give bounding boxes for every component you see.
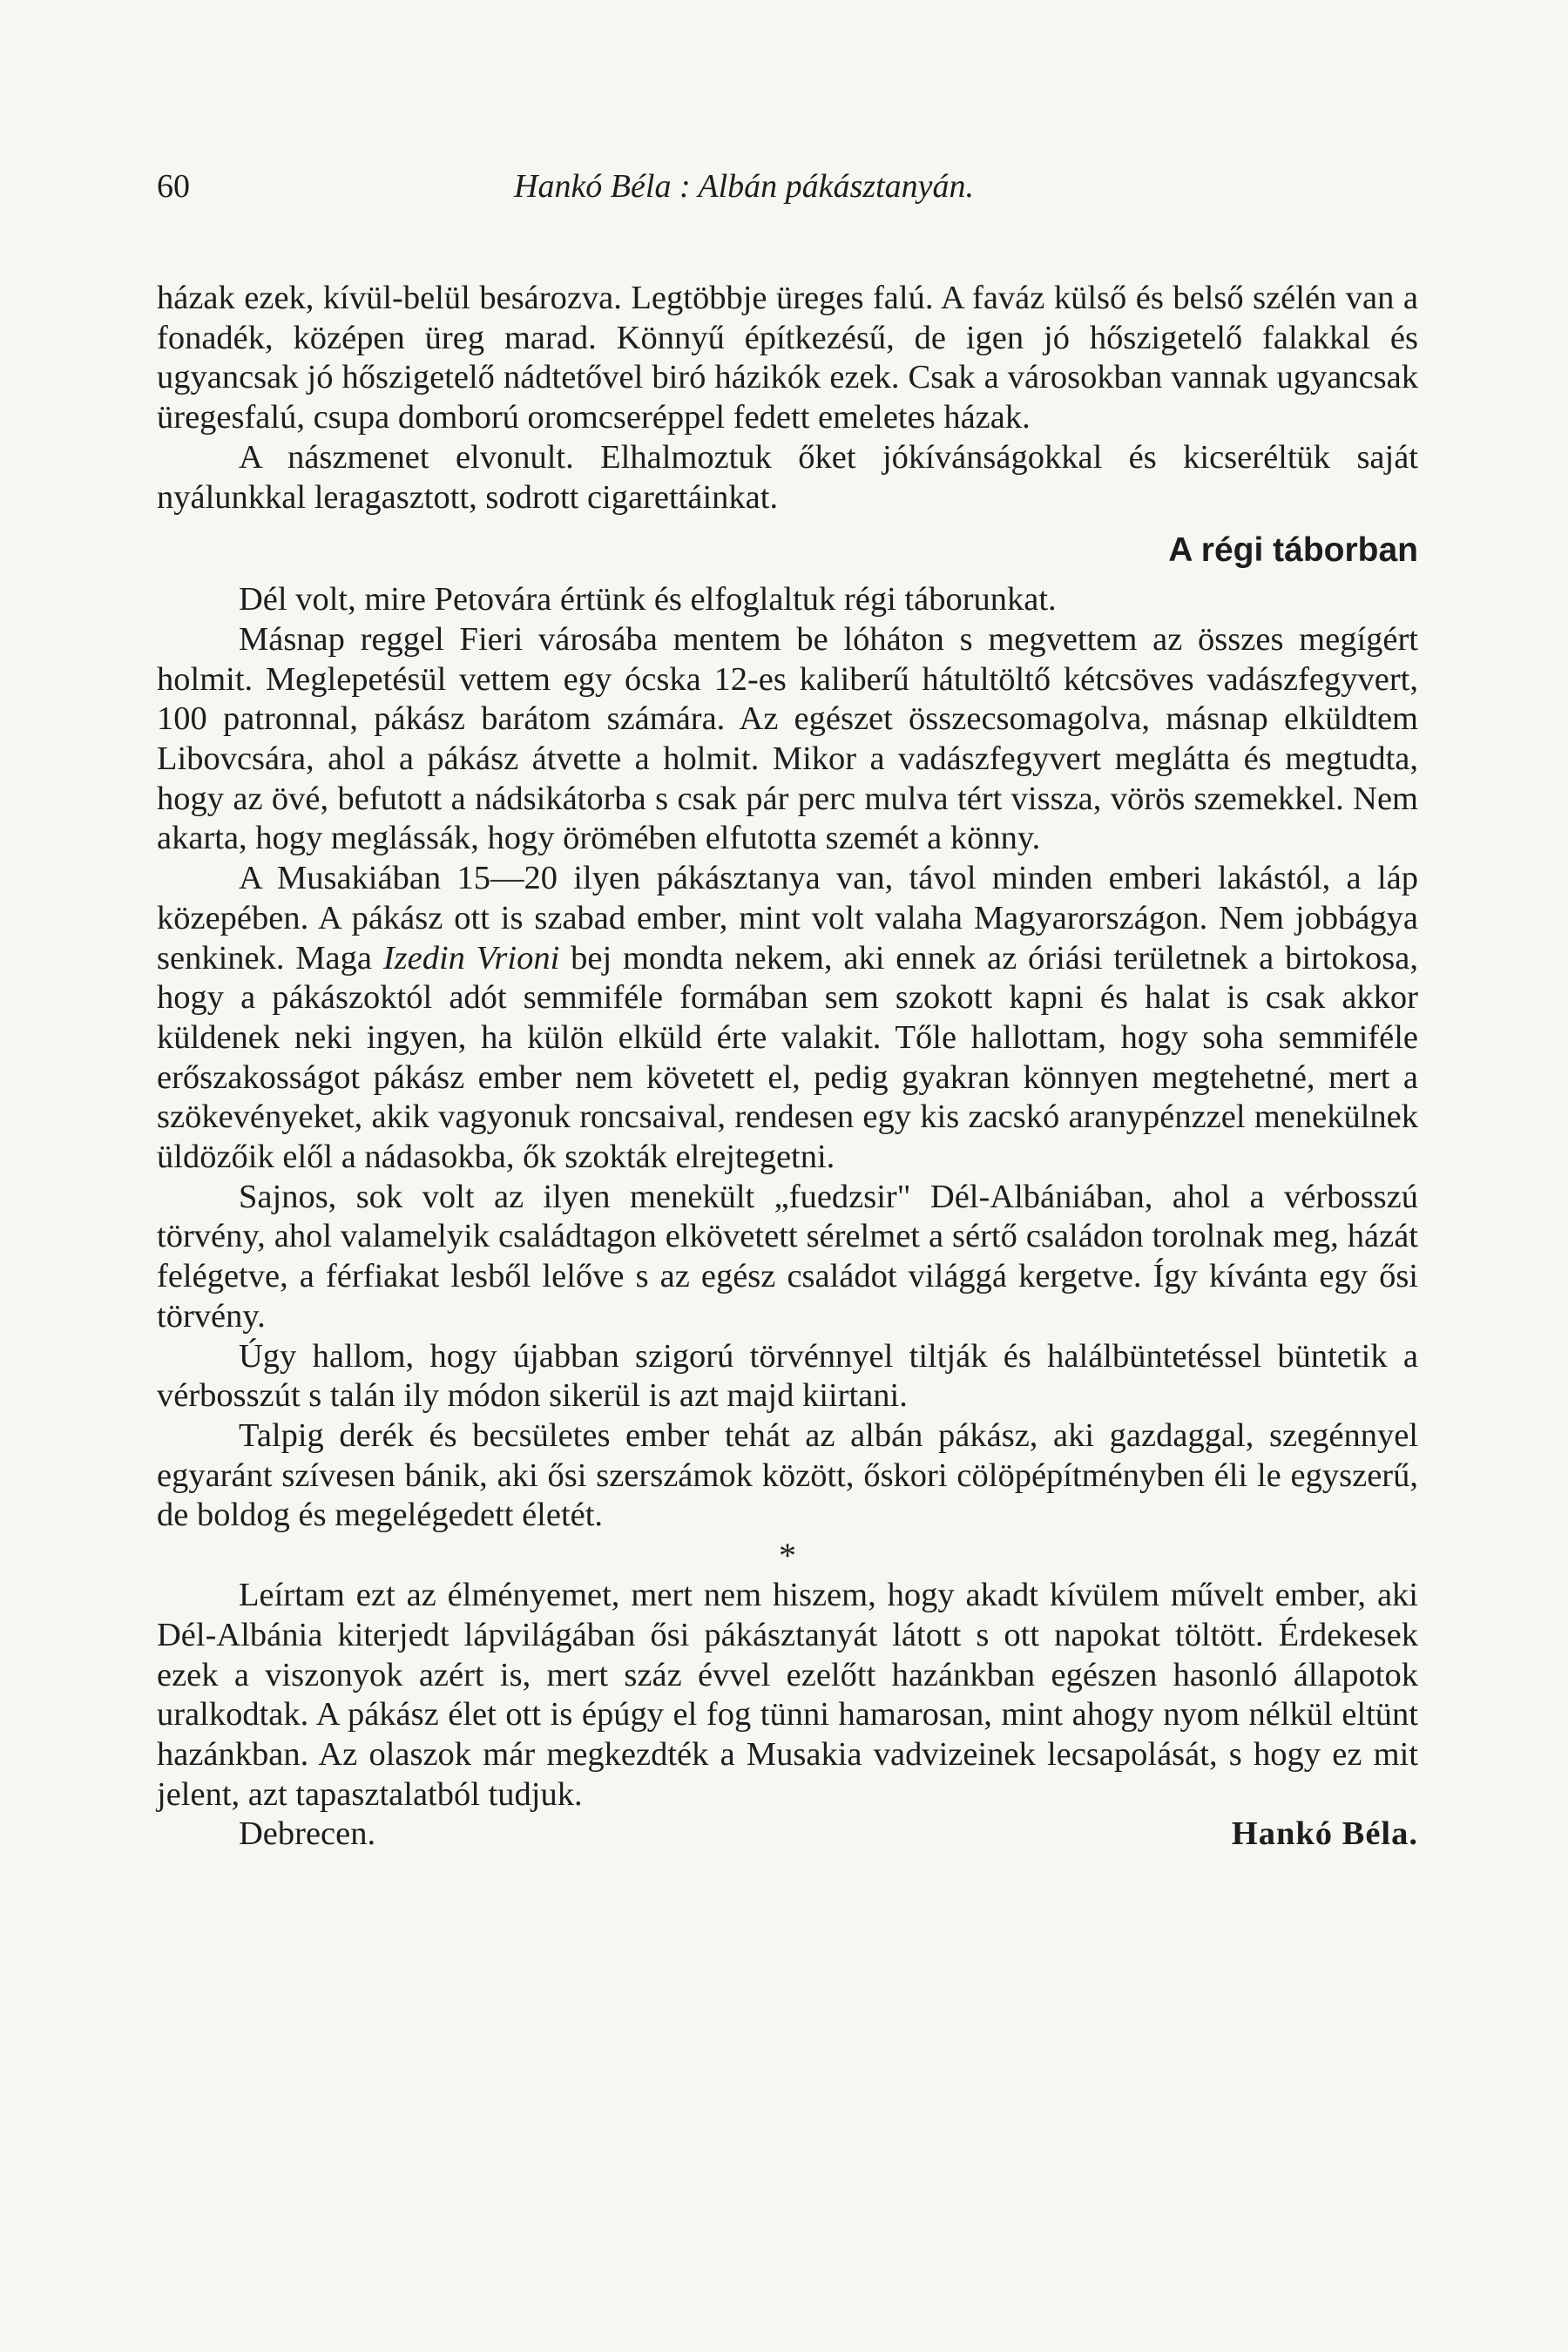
signature-line xyxy=(157,1815,1418,1855)
paragraph-2: A nászmenet elvonult. Elhalmoztuk őket jókívánságokkal és kicseréltük saját nyálunkkal leragasztott, sodrott cigarettáinkat. xyxy=(157,438,1418,516)
paragraph-6: Sajnos, sok volt az ilyen menekült „fuedzsir" Dél-Albániában, ahol a vérbosszú törvény, ahol valamelyik családtagon elkövetett sérelmet a sértő családon torolnak meg, házát felégetve, a férfiakat lesből lelőve s az egész családot világgá kergetve. Így kívánta egy ősi törvény. xyxy=(157,1178,1418,1335)
paragraph-5 xyxy=(157,859,1418,1178)
section-separator: * xyxy=(779,1536,796,1576)
paragraph-7: Úgy hallom, hogy újabban szigorú törvénnyel tiltják és halálbüntetéssel büntetik a vérbosszút s talán ily módon sikerül is azt majd kiirtani. xyxy=(157,1337,1418,1415)
paragraph-1: házak ezek, kívül-belül besározva. Legtöbbje üreges falú. A faváz külső és belső szélén van a fonadék, középen üreg marad. Könnyű építkezésű, de igen jó hőszigetelő falakkal és ugyancsak jó hőszigetelő nádtetővel biró házikók ezek. Csak a városokban vannak ugyancsak üregesfalú, csupa domború oromcseréppel fedett emeletes házak. xyxy=(157,280,1418,436)
page-body xyxy=(157,279,1418,1855)
paragraph-8: Talpig derék és becsületes ember tehát az albán pákász, aki gazdaggal, szegénnyel egyaránt szívesen bánik, aki ősi szerszámok között, őskori cölöpépítményben éli le egyszerű, de boldog és megelégedett életét. xyxy=(157,1416,1418,1534)
paragraph-5-start: A Musakiában 15—20 ilyen pákásztanya van, távol minden emberi lakástól, a láp közepében. A pákász ott is szabad ember, mint volt valaha Magyarországon. Nem jobbágya senkinek. Maga xyxy=(157,860,1418,977)
paragraph-9: Leírtam ezt az élményemet, mert nem hiszem, hogy akadt kívülem művelt ember, aki Dél-Albánia kiterjedt lápvilágában ősi pákásztanyát látott s ott napokat töltött. Érdekesek ezek a viszonyok azért is, mert száz évvel ezelőtt hazánkban egészen hasonló állapotok uralkodtak. A pákász élet ott is épúgy el fog tünni hamarosan, mint ahogy nyom nélkül eltünt hazánkban. Az olaszok már megkezdték a Musakia vadvizeinek lecsapolását, s hogy ez mit jelent, azt tapasztalatból tudjuk. xyxy=(157,1577,1418,1813)
paragraph-4: Másnap reggel Fieri városába mentem be lóháton s megvettem az összes megígért holmit. Meglepetésül vettem egy ócska 12-es kaliberű hátultöltő kétcsöves vadászfegyvert, 100 patronnal, pákász barátom számára. Az egészet összecsomagolva, másnap elküldtem Libovcsára, ahol a pákász átvette a holmit. Mikor a vadászfegyvert meglátta és megtudta, hogy az övé, befutott a nádsikátorba s csak pár perc mulva tért vissza, vörös szemekkel. Nem akarta, hogy meglássák, hogy örömében elfutotta szemét a könny. xyxy=(157,620,1418,857)
signature-place: Debrecen. xyxy=(239,1815,376,1853)
person-name: Izedin Vrioni xyxy=(382,939,560,977)
running-title: Hankó Béla : Albán pákásztanyán. xyxy=(514,168,975,205)
signature-author: Hankó Béla. xyxy=(1231,1815,1418,1853)
paragraph-3: Dél volt, mire Petovára értünk és elfoglaltuk régi táborunkat. xyxy=(239,581,1057,618)
page-number: 60 xyxy=(157,168,190,205)
section-heading: A régi táborban xyxy=(1168,531,1418,570)
paragraph-5-end: bej mondta nekem, aki ennek az óriási területnek a birtokosa, hogy a pákászoktól adót semmiféle formában sem szokott kapni és halat is csak akkor küldenek neki ingyen, ha külön elküld érte valakit. Tőle hallottam, hogy soha semmiféle erőszakosságot pákász ember nem követett el, pedig gyakran könnyen megtehetné, mert a szökevényeket, akik vagyonuk roncsaival, rendesen egy kis zacskó aranypénzzel menekülnek üldözőik elől a nádasokba, ők szokták elrejtegetni. xyxy=(157,939,1419,1176)
